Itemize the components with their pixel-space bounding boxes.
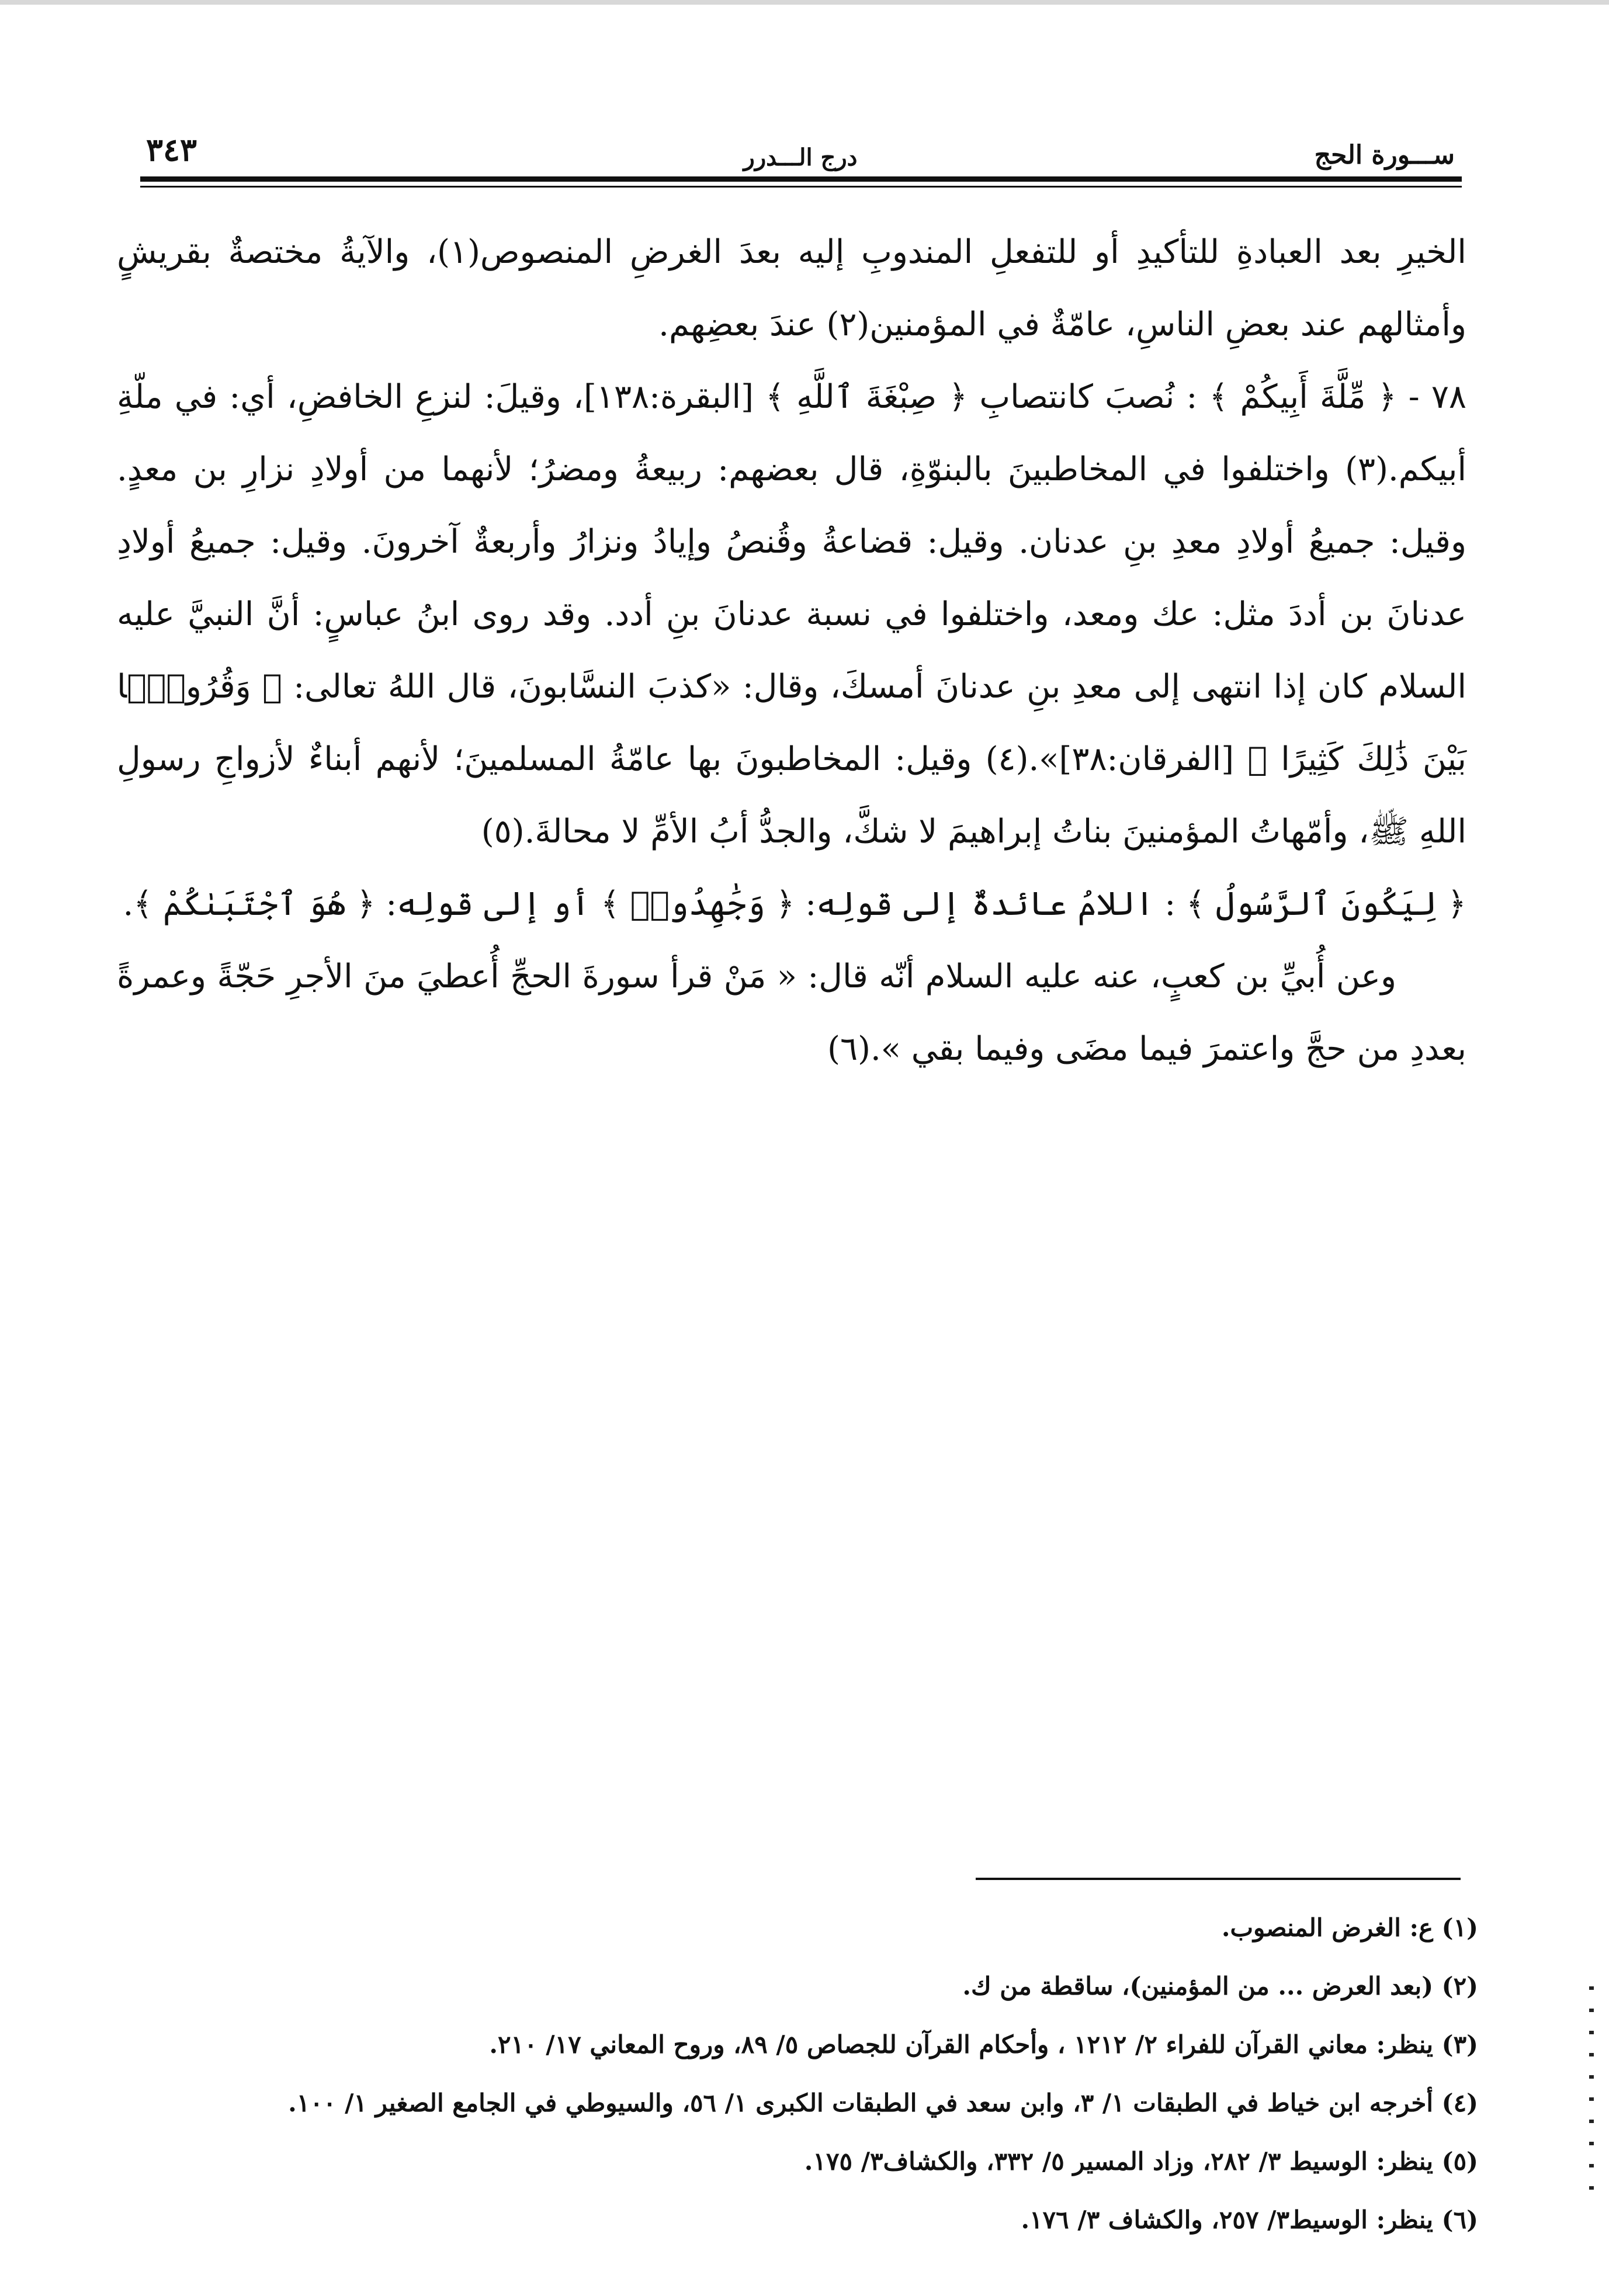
footnote-separator (976, 1878, 1461, 1880)
paragraph: وعن أُبيِّ بن كعبٍ، عنه عليه السلام أنّه قال: « مَنْ قرأ سورةَ الحجِّ أُعطيَ منَ الأجرِ حَجّةً وعمرةً بعددِ من حجَّ واعتمرَ فيما مضَى وفيما بقي ».(٦) (117, 958, 1466, 1068)
header-rule-thin (140, 186, 1462, 188)
footnote-item: (٣) ينظر: معاني القرآن للفراء ٢/ ١٢١٢ ، وأحكام القرآن للجصاص ٥/ ٨٩، وروح المعاني ١٧/ ٢١٠. (489, 2030, 1478, 2059)
scan-top-edge (0, 0, 1609, 5)
footnote-item: (٥) ينظر: الوسيط ٣/ ٢٨٢، وزاد المسير ٥/ ٣٣٢، والكشاف٣/ ١٧٥. (804, 2147, 1478, 2176)
paragraph: ﴿ لِيَكُونَ ٱلرَّسُولُ ﴾ : اللامُ عائدةٌ إلى قولِه: ﴿ وَجَٰهِدُوا۟ ﴾ أو إلى قولِه: ﴿ هُوَ ٱجْتَبَىٰكُمْ ﴾. (123, 885, 1466, 923)
footnote-item: (٦) ينظر: الوسيط٣/ ٢٥٧، والكشاف ٣/ ١٧٦. (1021, 2205, 1478, 2234)
scan-margin-marks (1589, 1986, 1594, 2208)
footnotes (117, 1899, 1478, 2249)
page-number: ٣٤٣ (146, 131, 197, 168)
footnote-item: (١) ع: الغرض المنصوب. (1221, 1913, 1478, 1942)
paragraph: ٧٨ - ﴿ مِّلَّةَ أَبِيكُمْ ﴾ : نُصبَ كانتصابِ ﴿ صِبْغَةَ ٱللَّهِ ﴾ [البقرة:١٣٨]، وقيلَ: لنزعِ الخافضِ، أي: في ملّةِ أبيكم.(٣) واختلفوا في المخاطبينَ بالبنوّةِ، قال بعضهم: ربيعةُ ومضرُ؛ لأنهما من أولادِ نزارِ بن معدٍ. وقيل: جميعُ أولادِ معدِ بنِ عدنان. وقيل: قضاعةُ وقُنصُ وإيادُ ونزارُ وأربعةٌ آخرونَ. وقيل: جميعُ أولادِ عدنانَ بن أددَ مثل: عك ومعد، واختلفوا في نسبة عدنانَ بنِ أدد. وقد روى ابنُ عباسٍ: أنَّ النبيَّ عليه السلام كان إذا انتهى إلى معدِ بنِ عدنانَ أمسكَ، وقال: «كذبَ النسَّابونَ، قال اللهُ تعالى: ﴿ وَقُرُونًۢا بَيْنَ ذَٰلِكَ كَثِيرًا ﴾ [الفرقان:٣٨]».(٤) وقيل: المخاطبونَ بها عامّةُ المسلمينَ؛ لأنهم أبناءٌ لأزواجِ رسولِ اللهِ ﷺ، وأمّهاتُ المؤمنينَ بناتُ إبراهيمَ لا شكَّ، والجدُّ أبُ الأمِّ لا محالةَ.(٥) (117, 378, 1466, 851)
footnote-item: (٢) (بعد العرض ... من المؤمنين)، ساقطة من ك. (962, 1972, 1478, 2000)
page-header (140, 123, 1461, 175)
paragraph: الخيرِ بعد العبادةِ للتأكيدِ أو للتفعلِ المندوبِ إليه بعدَ الغرضِ المنصوص(١)، والآيةُ مختصةٌ بقريشٍ وأمثالهم عند بعضِ الناسِ، عامّةٌ في المؤمنين(٢) عندَ بعضِهم. (117, 233, 1466, 344)
footnote-item: (٤) أخرجه ابن خياط في الطبقات ١/ ٣، وابن سعد في الطبقات الكبرى ١/ ٥٦، والسيوطي في الجامع الصغير ١/ ١٠٠. (288, 2089, 1478, 2117)
main-text (117, 216, 1466, 1085)
sura-title: ســـورة الحج (1314, 140, 1455, 170)
header-rule-thick (140, 176, 1462, 182)
book-title: درج الـــدرر (743, 144, 858, 171)
